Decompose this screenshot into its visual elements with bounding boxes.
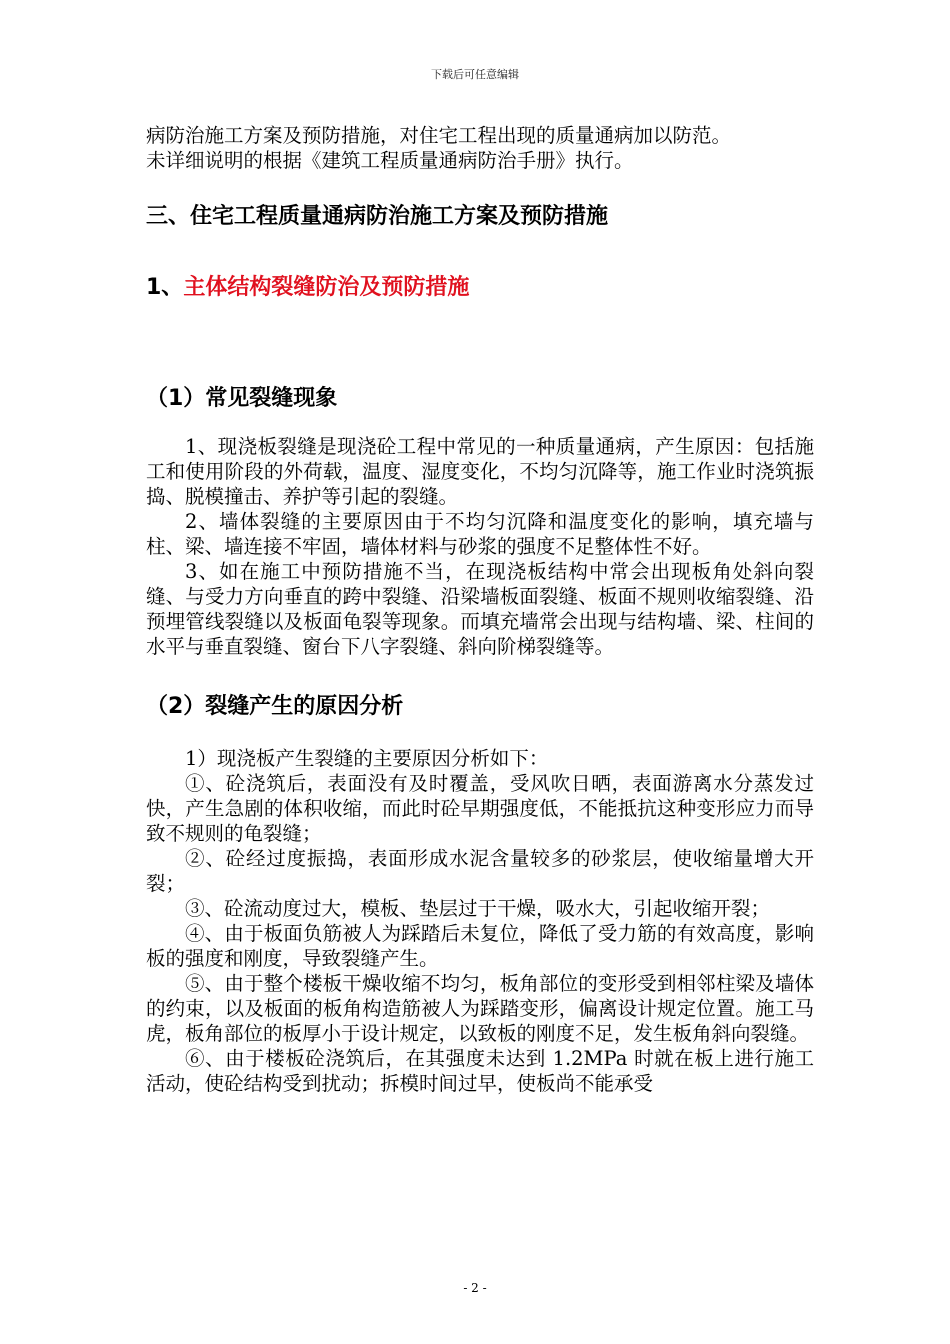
- part-2-paragraph-7: ⑥、由于楼板砼浇筑后，在其强度未达到 1.2MPa 时就在板上进行施工活动，使砼结构受到扰动；拆模时间过早，使板尚不能承受: [146, 1047, 814, 1095]
- part-2-paragraph-6: ⑤、由于整个楼板干燥收缩不均匀，板角部位的变形受到相邻柱梁及墙体的约束，以及板面的板角构造筋被人为踩踏变形，偏离设计规定位置。施工马虎，板角部位的板厚小于设计规定，以致板的刚度不足，发生板角斜向裂缝。: [146, 972, 814, 1045]
- part-1-heading: （1）常见裂缝现象: [146, 386, 338, 411]
- part-2-paragraph-3: ②、砼经过度振捣，表面形成水泥含量较多的砂浆层，使收缩量增大开裂；: [146, 847, 814, 895]
- part-2-paragraph-4: ③、砼流动度过大，模板、垫层过于干燥，吸水大，引起收缩开裂；: [185, 897, 771, 920]
- part-2-body: [146, 746, 814, 1096]
- part-2-paragraph-5: ④、由于板面负筋被人为踩踏后未复位，降低了受力筋的有效高度，影响板的强度和刚度，导致裂缝产生。: [146, 922, 814, 970]
- subsection-1-number: 1、: [146, 275, 184, 300]
- subsection-1-title: 主体结构裂缝防治及预防措施: [183, 275, 470, 300]
- part-2-heading: （2）裂缝产生的原因分析: [146, 694, 404, 719]
- page-content: [146, 123, 814, 1096]
- page-number: - 2 -: [463, 1281, 487, 1295]
- intro-line-2: 未详细说明的根据《建筑工程质量通病防治手册》执行。: [146, 149, 634, 172]
- intro-line-1: 病防治施工方案及预防措施，对住宅工程出现的质量通病加以防范。: [146, 124, 732, 147]
- part-1-paragraph-1: 1、现浇板裂缝是现浇砼工程中常见的一种质量通病，产生原因：包括施工和使用阶段的外荷载，温度、湿度变化，不均匀沉降等，施工作业时浇筑振捣、脱模撞击、养护等引起的裂缝。: [146, 435, 814, 508]
- part-1-paragraph-3: 3、如在施工中预防措施不当，在现浇板结构中常会出现板角处斜向裂缝、与受力方向垂直的跨中裂缝、沿梁墙板面裂缝、板面不规则收缩裂缝、沿预埋管线裂缝以及板面龟裂等现象。而填充墙常会出现与结构墙、梁、柱间的水平与垂直裂缝、窗台下八字裂缝、斜向阶梯裂缝等。: [146, 560, 814, 658]
- part-2-paragraph-2: ①、砼浇筑后，表面没有及时覆盖，受风吹日晒，表面游离水分蒸发过快，产生急剧的体积收缩，而此时砼早期强度低，不能抵抗这种变形应力而导致不规则的龟裂缝；: [146, 772, 814, 845]
- part-2-paragraph-1: 1）现浇板产生裂缝的主要原因分析如下：: [185, 747, 549, 770]
- section-3-heading: 三、住宅工程质量通病防治施工方案及预防措施: [146, 204, 609, 229]
- part-1-body: [146, 434, 814, 659]
- part-1-paragraph-2: 2、墙体裂缝的主要原因由于不均匀沉降和温度变化的影响，填充墙与柱、梁、墙连接不牢固，墙体材料与砂浆的强度不足整体性不好。: [146, 510, 814, 558]
- header-note: 下载后可任意编辑: [431, 68, 519, 81]
- subsection-1-heading: [146, 270, 814, 301]
